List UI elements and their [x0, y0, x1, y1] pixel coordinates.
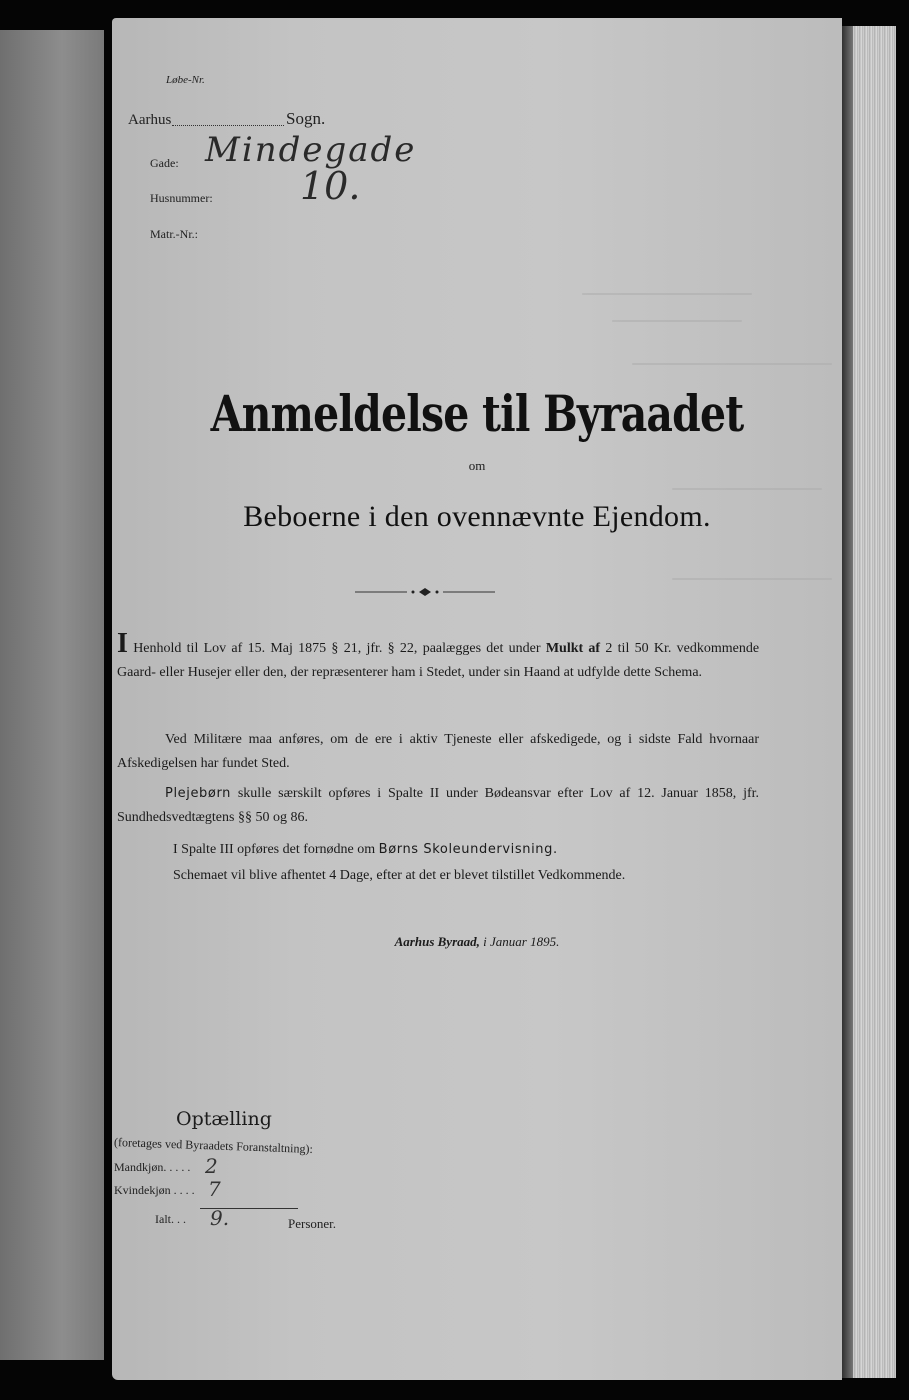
issuer-signature [112, 934, 842, 950]
lobe-nr-label: Løbe-Nr. [166, 74, 205, 86]
bleed-through-mark [672, 578, 832, 580]
total-label: Ialt. . . [155, 1212, 186, 1226]
total-count: 9. [210, 1206, 230, 1230]
instruction-paragraph-5: Schemaet vil blive afhentet 4 Dage, efter at det er blevet tilstillet Vedkommende. [173, 868, 626, 883]
paragraph-1-text-a: Henhold til Lov af 15. Maj 1875 § 21, jfr. § 22, paalægges det under [133, 641, 541, 656]
husnummer-value: 10. [300, 164, 361, 208]
title-connector: om [468, 458, 486, 473]
instruction-paragraph-1 [117, 628, 760, 685]
bleed-through-mark [672, 488, 822, 490]
female-label: Kvindekjøn . . . . [114, 1183, 195, 1197]
persons-label: Personer. [288, 1216, 337, 1231]
paragraph-4-text: I Spalte III opføres det fornødne om [173, 842, 376, 857]
drop-initial: I [117, 628, 128, 659]
male-count: 2 [205, 1154, 218, 1178]
instruction-paragraph-2: Ved Militære maa anføres, om de ere i aktiv Tjeneste eller afskedigede, og i sidste Fald hvornaar Afskedigelsen har fundet Sted. [117, 732, 759, 771]
page-edge-shadow [841, 26, 853, 1378]
count-title: Optælling [176, 1108, 272, 1130]
facing-page [0, 30, 104, 1360]
bleed-through-mark [612, 320, 742, 322]
document-page [112, 18, 842, 1380]
issuer-authority: Aarhus Byraad, [394, 934, 480, 949]
paragraph-1-text-b: 2 til 50 Kr. vedkommende Gaard- eller Husejer eller den, der repræsenterer ham i Stedet, under sin Haand at udfylde dette Schema. [117, 641, 760, 680]
count-note: (foretages ved Byraadets Foranstaltning): [113, 1135, 314, 1156]
document-subtitle: Beboerne i den ovennævnte Ejendom. [243, 500, 711, 533]
city-label: Aarhus [128, 112, 172, 128]
husnummer-label: Husnummer: [150, 191, 213, 205]
paragraph-4-spaced: Børns Skoleundervisning. [378, 842, 558, 857]
bleed-through-mark [632, 363, 832, 365]
sogn-dotted-line [172, 125, 284, 126]
male-label: Mandkjøn. . . . . [114, 1160, 191, 1174]
sogn-label: Sogn. [286, 109, 326, 128]
ornament-divider [355, 587, 495, 597]
gade-value: Mindegade [205, 130, 417, 170]
female-count: 7 [208, 1177, 221, 1201]
issue-date: i Januar 1895. [483, 934, 560, 949]
instruction-paragraph-4 [117, 838, 759, 862]
bleed-through-mark [582, 293, 752, 295]
instruction-paragraph-3 [117, 782, 759, 830]
document-title: Anmeldelse til Byraadet [210, 384, 744, 443]
matr-nr-label: Matr.-Nr.: [150, 227, 198, 241]
paragraph-3-text: skulle særskilt opføres i Spalte II under Bødeansvar efter Lov af 12. Januar 1858, jfr. Sundhedsvedtægtens §§ 50 og 86. [117, 786, 760, 825]
gade-label: Gade: [150, 156, 179, 170]
paragraph-3-spaced: Plejebørn [165, 786, 232, 801]
paragraph-1-bold: Mulkt af [545, 641, 601, 656]
